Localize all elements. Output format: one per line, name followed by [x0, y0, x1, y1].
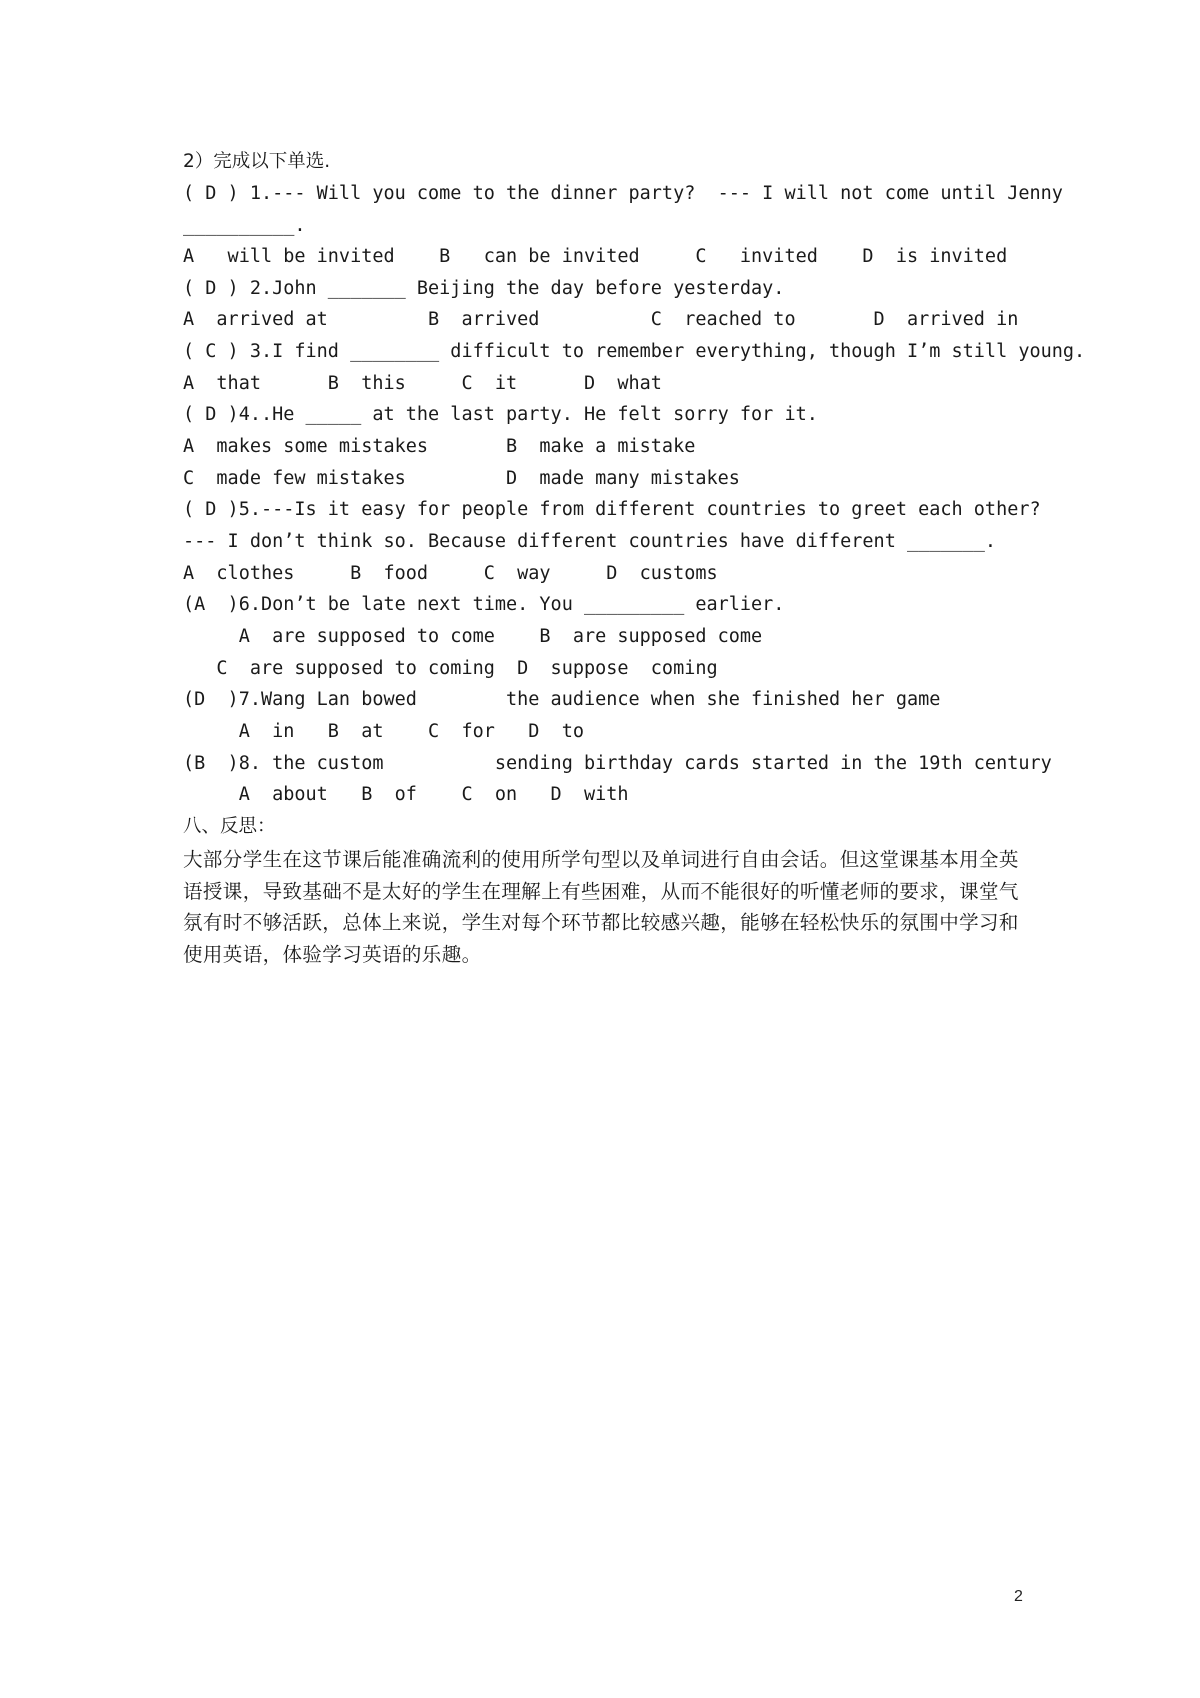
question-5-options: A clothes B food C way D customs: [183, 563, 718, 584]
question-6-options-row-1: A are supposed to come B are supposed come: [183, 626, 763, 647]
reflection-heading: 八、反思：: [183, 816, 276, 837]
question-5-stem-continued: --- I don’t think so. Because different countries have different _______.: [183, 531, 997, 552]
question-1-options: A will be invited B can be invited C invited D is invited: [183, 246, 1008, 267]
question-7-options: A in B at C for D to: [183, 721, 584, 742]
question-6-options-row-2: C are supposed to coming D suppose coming: [183, 658, 718, 679]
question-4-stem: ( D )4..He _____ at the last party. He felt sorry for it.: [183, 404, 818, 425]
section-heading: 2）完成以下单选.: [183, 151, 331, 172]
question-4-options-row-1: A makes some mistakes B make a mistake: [183, 436, 696, 457]
question-6-stem: (A )6.Don’t be late next time. You _________ earlier.: [183, 594, 785, 615]
question-8-stem: (B )8. the custom sending birthday cards started in the 19th century: [183, 753, 1052, 774]
reflection-paragraph: 大部分学生在这节课后能准确流利的使用所学句型以及单词进行自由会话。但这堂课基本用全英语授课，导致基础不是太好的学生在理解上有些困难，从而不能很好的听懂老师的要求，课堂气氛有时不够活跃，总体上来说，学生对每个环节都比较感兴趣，能够在轻松快乐的氛围中学习和使用英语，体验学习英语的乐趣。: [183, 848, 1019, 966]
question-7-stem: (D )7.Wang Lan bowed the audience when she finished her game: [183, 689, 941, 710]
question-1-stem-continued: __________.: [183, 215, 306, 236]
page-number: 2: [1014, 1588, 1023, 1605]
question-3-options: A that B this C it D what: [183, 373, 662, 394]
question-3-stem: ( C ) 3.I find ________ difficult to remember everything, though I’m still young.: [183, 341, 1086, 362]
question-2-stem: ( D ) 2.John _______ Beijing the day before yesterday.: [183, 278, 785, 299]
question-4-options-row-2: C made few mistakes D made many mistakes: [183, 468, 740, 489]
question-1-stem: ( D ) 1.--- Will you come to the dinner party? --- I will not come until Jenny: [183, 183, 1063, 204]
question-5-stem: ( D )5.---Is it easy for people from different countries to greet each other?: [183, 499, 1041, 520]
question-2-options: A arrived at B arrived C reached to D arrived in: [183, 309, 1019, 330]
question-8-options: A about B of C on D with: [183, 784, 629, 805]
